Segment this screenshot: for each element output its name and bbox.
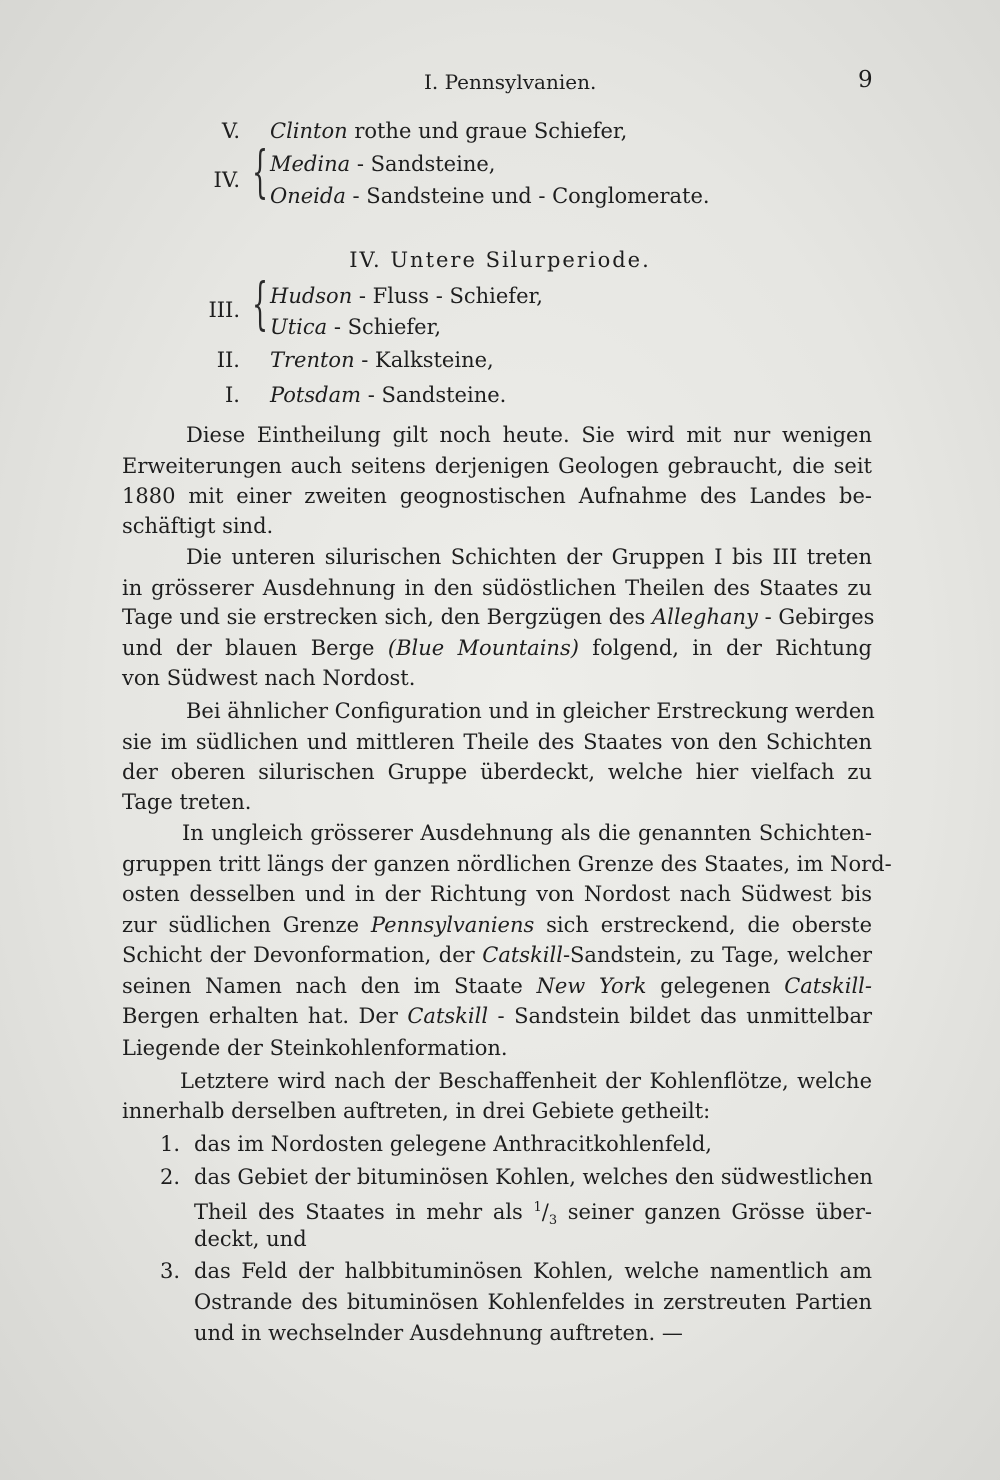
paragraph-line: seinen Namen nach den im Staate New York gelegenen Catskill- [122,974,872,998]
paragraph-line: von Südwest nach Nordost. [122,666,416,690]
paragraph-line: 1880 mit einer zweiten geognostischen Aufnahme des Landes be- [122,484,872,508]
running-title: I. Pennsylvanien. [424,70,597,94]
place-name: Catskill- [784,974,872,998]
strata-numeral: V. [221,119,240,143]
list-item-text: das Feld der halbbituminösen Kohlen, welche namentlich am [194,1259,872,1283]
place-name: Alleghany [652,605,758,629]
list-item-text: Theil des Staates in mehr als $^1/_3$ seiner ganzen Grösse über- [194,1200,872,1229]
list-item-text: deckt, und [194,1227,307,1251]
strata-entry: Oneida - Sandsteine und - Conglomerate. [270,184,710,208]
strata-numeral: II. [216,348,240,372]
list-item-text: und in wechselnder Ausdehnung auftreten. — [194,1321,683,1345]
paragraph-line: Die unteren silurischen Schichten der Gruppen I bis III treten [186,545,872,569]
paragraph-line: Bergen erhalten hat. Der Catskill - Sandstein bildet das unmittelbar [122,1004,873,1028]
place-name: New York [536,974,647,998]
paragraph-line: der oberen silurischen Gruppe überdeckt, welche hier vielfach zu [122,760,872,784]
paragraph-line: gruppen tritt längs der ganzen nördlichen Grenze des Staates, im Nord- [122,852,892,876]
place-name: Catskill [407,1004,489,1028]
place-name: (Blue Mountains) [387,636,579,660]
strata-numeral: IV. [213,168,240,192]
place-name: Pennsylvaniens [370,913,535,937]
brace-symbol: { [252,140,269,205]
paragraph-line: Liegende der Steinkohlenformation. [122,1036,508,1060]
paragraph-line: und der blauen Berge (Blue Mountains) folgend, in der Richtung [122,636,872,660]
page-number: 9 [858,67,873,93]
strata-entry: Clinton rothe und graue Schiefer, [270,119,628,143]
strata-entry: Utica - Schiefer, [270,315,442,339]
strata-name: Utica [270,315,328,339]
paragraph-line: osten desselben und in der Richtung von Nordost nach Südwest bis [122,882,872,906]
place-name: Catskill [482,943,563,967]
paragraph-line: Tage treten. [122,790,252,814]
strata-entry: Potsdam - Sandsteine. [270,383,507,407]
brace-symbol: { [252,272,269,337]
strata-name: Hudson [270,284,353,308]
list-item-text: das im Nordosten gelegene Anthracitkohlenfeld, [194,1132,712,1156]
paragraph-line: innerhalb derselben auftreten, in drei Gebiete getheilt: [122,1099,711,1123]
list-item-text: Ostrande des bituminösen Kohlenfeldes in zerstreuten Partien [194,1290,872,1314]
strata-entry: Hudson - Fluss - Schiefer, [270,284,543,308]
paragraph-line: zur südlichen Grenze Pennsylvaniens sich erstreckend, die oberste [122,913,872,937]
list-number: 2. [159,1165,180,1189]
paragraph-line: Schicht der Devonformation, der Catskill-Sandstein, zu Tage, welcher [122,943,872,967]
fraction: $^1/_3$ [533,1200,558,1229]
list-number: 3. [159,1259,180,1283]
strata-name: Medina [270,152,351,176]
section-heading: IV. Untere Silurperiode. [349,248,651,272]
strata-name: Oneida [270,184,346,208]
strata-name: Potsdam [270,383,362,407]
paragraph-line: Letztere wird nach der Beschaffenheit der Kohlenflötze, welche [180,1069,872,1093]
paragraph-line: Bei ähnlicher Configuration und in gleicher Erstreckung werden [186,699,875,723]
paragraph-line: In ungleich grösserer Ausdehnung als die genannten Schichten- [182,821,872,845]
list-item-text: das Gebiet der bituminösen Kohlen, welches den südwestlichen [194,1165,873,1189]
strata-name: Clinton [270,119,348,143]
strata-entry: Medina - Sandsteine, [270,152,496,176]
strata-numeral: I. [225,383,240,407]
paragraph-line: Tage und sie erstrecken sich, den Bergzügen des Alleghany - Gebirges [122,605,875,629]
paragraph-line: in grösserer Ausdehnung in den südöstlichen Theilen des Staates zu [122,576,872,600]
paragraph-line: schäftigt sind. [122,514,274,538]
paragraph-line: sie im südlichen und mittleren Theile des Staates von den Schichten [122,730,872,754]
strata-entry: Trenton - Kalksteine, [270,348,494,372]
paragraph-line: Erweiterungen auch seitens derjenigen Geologen gebraucht, die seit [122,454,872,478]
list-number: 1. [159,1132,180,1156]
strata-numeral: III. [208,298,240,322]
strata-name: Trenton [270,348,355,372]
paragraph-line: Diese Eintheilung gilt noch heute. Sie wird mit nur wenigen [186,423,872,447]
